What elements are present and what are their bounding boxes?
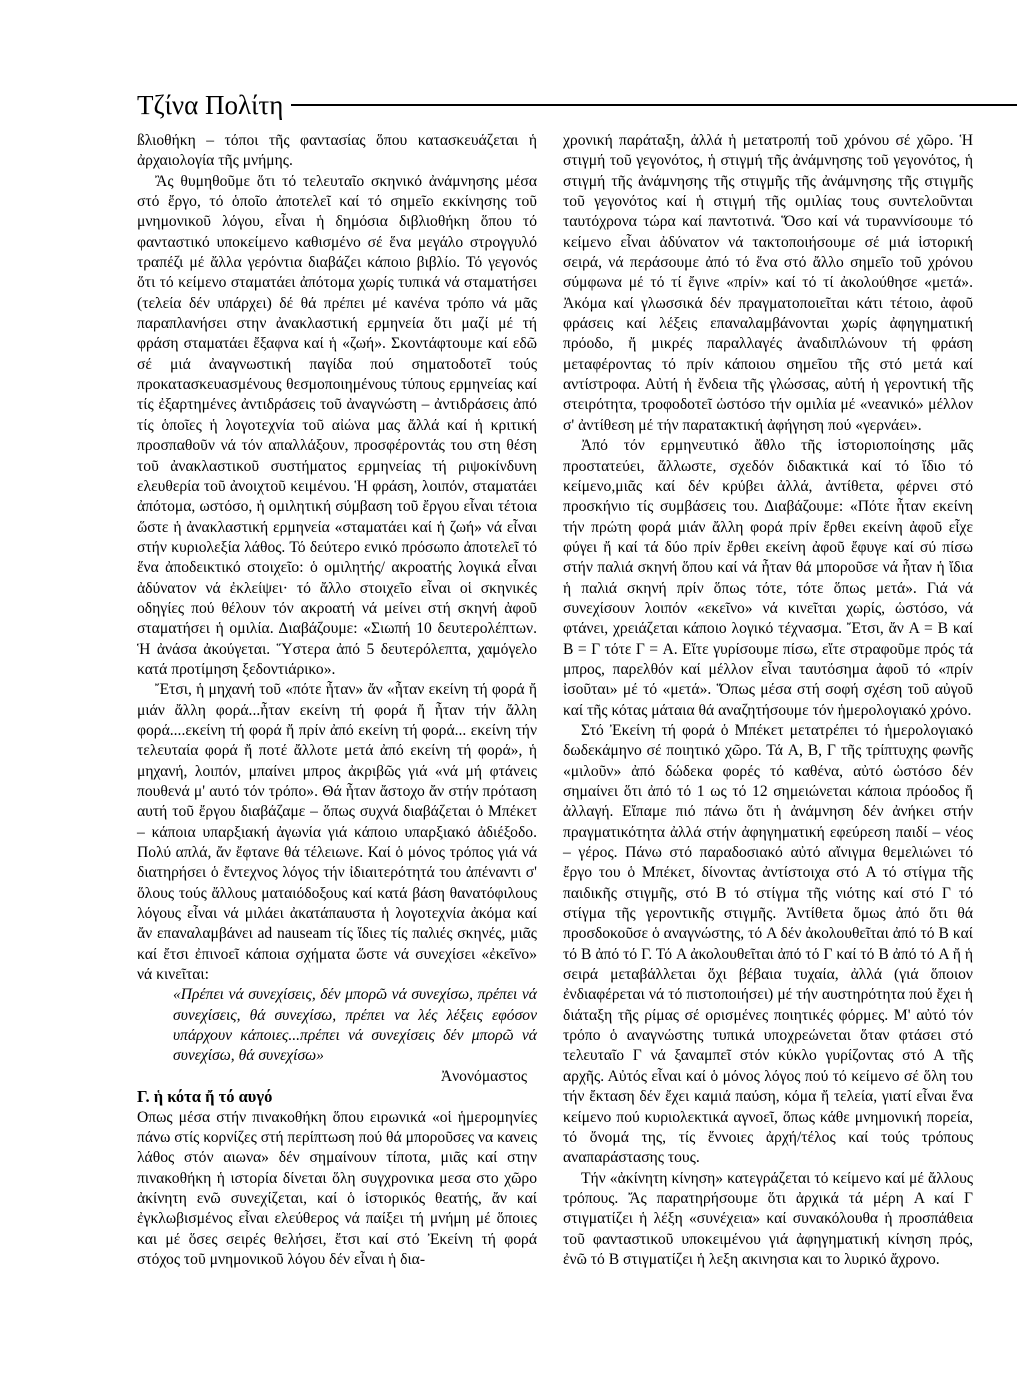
top-border: [0, 0, 300, 8]
paragraph: Ἔτσι, ἡ μηχανή τοῦ «πότε ἦταν» ἄν «ἦταν εκείνη τή φορά ἤ μιάν ἄλλη φορά...ἦταν εκείνη τή φορά ἤ ἦταν τήν ἄλλη φορά....εκείνη τή φορά ἤ πρίν ἀπό εκείνη τή φορά... εκείνη τήν τελευταία φορά ἤ ποτέ ἄλλοτε μετά ἀπό εκείνη τή φορά», ἡ μηχανή, λοιπόν, μπαίνει μπρος ἀκριβῶς γιά «νά μή φτάνεις πουθενά μ' αυτό τόν τρόπο». Θά ἦταν ἄστοχο ἄν στήν πρόταση αυτή τοῦ ἔργου διαβάζαμε – ὅπως συχνά διαβάζεται ὁ Μπέκετ – κάποια υπαρξιακή ἀγωνία γιά κάποιο υπαρξιακό ἀδιέξοδο. Πολύ απλά, ἄν ἔφτανε θά τέλειωνε. Καί ὁ μόνος τρόπος γιά νά διατηρήσει ὁ ἔντεχνος λόγος τήν ἰδιαιτερότητά του ἀπέναντι σ' ὅλους τούς ἄλλους ματαιόδοξους καί κατά βάση θανατόφιλους λόγους εἶναι νά μιλάει ἀκατάπαυστα ἡ λογοτεχνία ἀκόμα καί ἄν επαναλαμβάνει ad nauseam τίς ἴδιες τίς παλιές σκηνές, μιᾶς καί ἔτσι ἐπινοεῖ κάποια σχήματα ὥστε νά συνεχίσει «ἐκεῖνο» νά κινεῖται:: [137, 681, 537, 984]
left-column: [137, 131, 537, 1270]
beckett-quote: «Πρέπει νά συνεχίσεις, δέν μπορῶ νά συνεχίσω, πρέπει νά συνεχίσεις, θά συνεχίσω, πρέπει να λές λέξεις εφόσον υπάρχουν κάποιες...πρέπει νά συνεχίσεις δέν μπορῶ νά συνεχίσω, θά συνεχίσω»: [173, 986, 537, 1065]
section-title: Γ. ἡ κότα ἤ τό αυγό: [137, 1087, 273, 1107]
paragraph: Ἀπό τόν ερμηνευτικό ἄθλο τῆς ἱστοριοποίησης μᾶς προστατεύει, ἄλλωστε, σχεδόν διδακτικά καί τό ἴδιο τό κείμενο,μιᾶς καί δέν κρύβει ἀλλά, ἀντίθετα, φέρνει στό προσκήνιο τίς συμβάσεις του. Διαβάζουμε: «Πότε ἦταν εκείνη τήν πρώτη φορά μιάν ἄλλη φορά πρίν ἔρθει εκείνη ἀφοῦ εἶχε φύγει ἤ καί τά δύο πρίν ἔρθει εκείνη ἀφοῦ ἔφυγε καί σύ πίσω στήν παλιά σκηνή ὅπου καί νά ἦταν θά μποροῦσε νά ἦταν ἡ ἴδια ἡ παλιά σκηνή πρίν ὅπως τότε, τότε ὅπως μετά». Γιά νά συνεχίσουν λοιπόν «εκεῖνο» νά κινεῖται χωρίς, ὡστόσο, νά φτάνει, χρειάζεται κάποιο λογικό τέχνασμα. Ἔτσι, ἄν A = B καί B = Γ τότε Γ = A. Εἴτε γυρίσουμε πίσω, εἴτε στραφοῦμε πρός τά μπρος, παρελθόν καί μέλλον εἶναι ταυτόσημα ἀφοῦ τό «πρίν ἰσοῦται» μέ τό «μετά». Ὅπως μέσα στή σοφή σχέση τοῦ αὐγοῦ καί τῆς κότας μάταια θά αναζητήσουμε τόν ἡμερολογιακό χρόνο.: [563, 437, 973, 719]
paragraph: Οπως μέσα στήν πινακοθήκη ὅπου ειρωνικά «οἱ ἡμερομηνίες πάνω στίς κορνίζες στή περίπτωση πού θά μποροῦσες να κανεις λάθος στόν αιωνα» δέν σημαίνουν τίποτα, μιᾶς καί στην πινακοθήκη ἡ ιστορία δίνεται ὅλη συγχρονικα μεσα στο χῶρο ἀκίνητη ενῶ συνεχίζεται, καί ὁ ἱστορικός θεατής, ἄν καί ἐγκλωβισμένος εἶναι ελεύθερος νά παίξει τή μνήμη μέ ὅποιες και μέ ὅσες σειρές θελήσει, ἔτσι καί στό Ἐκείνη τή φορά στόχος τοῦ μνημονικοῦ λόγου δέν εἶναι ἡ δια-: [137, 1108, 537, 1268]
header-rule: [291, 104, 1017, 106]
paragraph: Τήν «ἀκίνητη κίνηση» κατεγράζεται τό κείμενο καί μέ ἄλλους τρόπους. Ἄς παρατηρήσουμε ὅτι ἀρχικά τά μέρη A καί Γ στιγματίζει ἡ λέξη «συνέχεια» καί συνακόλουθα ἡ προσπάθεια τοῦ φανταστικοῦ υποκειμένου γιά ἀφηγηματική κίνηση πρός, ἐνῶ τό B στιγματίζει ἡ λεξη ακινησια και το λυρικό ἄχρονο.: [563, 1169, 973, 1268]
page-header: [137, 85, 1017, 125]
paragraph: χρονική παράταξη, ἀλλά ἡ μετατροπή τοῦ χρόνου σέ χῶρο. Ἡ στιγμή τοῦ γεγονότος, ἡ στιγμή τῆς ἀνάμνησης τοῦ γεγονότος, ἡ στιγμή τῆς ἀνάμνησης τῆς στιγμῆς τῆς ἀνάμνησης τῆς στιγμῆς τοῦ γεγονότος καί ἡ στιγμή τῆς ομιλίας τους συντελοῦνται ταυτόχρονα τώρα καί παντοτινά. Ὅσο καί νά τυραννίσουμε τό κείμενο εἶναι ἀδύνατον νά τακτοποιήσουμε σέ μιά ἱστορική σειρά, νά περάσουμε ἀπό τό ἕνα στό ἄλλο σημεῖο τοῦ χρόνου σύμφωνα μέ τό τί ἔγινε «πρίν» καί τό τί ἀκολούθησε «μετά». Ἀκόμα καί γλωσσικά δέν πραγματοποιεῖται κάτι τέτοιο, ἀφοῦ φράσεις καί λέξεις επαναλαμβάνονται χωρίς ἀφηγηματική πρόοδο, ἤ μικρές παραλλαγές ἀναδιπλώνουν τή φράση μεταφέροντας τό πρίν κάποιου σημεῖου τῆς στό μετά καί αντίστροφα. Αὐτή ἡ ἔνδεια τῆς γλώσσας, αὐτή ἡ γεροντική τῆς στειρότητα, τροφοδοτεῖ ὡστόσο τήν ομιλία μέ «νεανικό» μέλλον σ' ἀντίθεση μέ τήν παρατακτική ἀφήγηση πού «γερνάει».: [563, 132, 973, 434]
right-column: [563, 131, 973, 1270]
paragraph: Ἂς θυμηθοῦμε ὅτι τό τελευταῖο σκηνικό ἀνάμνησης μέσα στό ἔργο, τό ὁποῖο ἀποτελεῖ καί τό σημεῖο εκκίνησης τοῦ μνημονικοῦ λόγου, εἶναι ἡ δημόσια διβλιοθήκη ὅπου τό φανταστικό υποκείμενο καθισμένο σέ ἕνα μεγάλο στρογγυλό τραπέζι μέ ἄλλα γερόντια διαβάζει κάποιο βιβλίο. Τό γεγονός ὅτι τό κείμενο σταματάει ἀπότομα χωρίς τυπικά νά σταματήσει (τελεία δέν υπάρχει) δέ θά πρέπει μέ κανένα τρόπο νά μᾶς παραπλανήσει στην ἀνακλαστική ερμηνεία ὅτι μαζί μέ τή φράση σταματάει ἔξαφνα καί ἡ «ζωή». Σκοντάφτουμε καί εδῶ σέ μιά ἀναγνωστική παγίδα πού σηματοδοτεῖ τούς προκατασκευασμένους θεσμοποιημένους τύπους ερμηνείας καί τίς ἐξαρτημένες ἀντιδράσεις τοῦ ἀναγνώστη – ἀντιδράσεις ἀπό τίς ὁποῖες ἡ λογοτεχνία τοῦ αἰώνα μας ἄλλά καί ἡ κριτική προσπαθοῦν νά τόν απαλλάξουν, προσφέροντάς του στη θέση τοῦ ἀνακλαστικοῦ συστήματος ερμηνείας τή ριψοκίνδυνη ελευθερία τοῦ ἀνοιχτοῦ κειμένου. Ἡ φράση, λοιπόν, σταματάει ἀπότομα, ωστόσο, ἡ ομιλητική σύμβαση τοῦ ἔργου εἶναι τέτοια ὥστε ἡ ἀνακλαστική ερμηνεία «σταματάει καί ἡ ζωή» νά εἶναι στήν κυριολεξία λάθος. Τό δεύτερο ενικό πρόσωπο ἀποτελεῖ τό ἕνα ἀποδεικτικό στοιχεῖο: ὁ ομιλητής/ ακροατής λογικά εἶναι ἀδύνατον νά ἐκλείψει· τό ἄλλο στοιχεῖο εἶναι οἱ σκηνικές οδηγίες πού θέλουν τόν ακροατή νά μείνει στή σκηνή ἀφοῦ σταματήσει ἡ ομιλία. Διαβάζουμε: «Σιωπή 10 δευτερολέπτων. Ἡ ἀνάσα ἀκούγεται. Ὕστερα ἀπό 5 δευτερόλεπτα, χαμόγελο κατά προτίμηση ξεδοντιάρικο».: [137, 172, 537, 678]
paragraph: Στό Ἐκείνη τή φορά ὁ Μπέκετ μετατρέπει τό ἡμερολογιακό δωδεκάμηνο σέ ποιητικό χῶρο. Τά A, B, Γ τῆς τρίπτυχης φωνῆς «μιλοῦν» ἀπό δώδεκα φορές τό καθένα, αὐτό ὡστόσο δέν σημαίνει ὅτι ἀπό τό 1 ως τό 12 σημειώνεται κάποια πρόοδος ἤ ἀλλαγή. Εἴπαμε πιό πάνω ὅτι ἡ ἀνάμνηση δέν ἀνήκει στήν πραγματικότητα ἀλλά στήν ἀφηγηματική εφεύρεση παιδί – νέος – γέρος. Πάνω στό παραδοσιακό αὐτό αἴνιγμα θεμελιώνει τό ἔργο του ὁ Μπέκετ, δίνοντας ἀντίστοιχα στό A τό στίγμα τῆς παιδικῆς στιγμῆς, στό B τό στίγμα τῆς νιότης καί στό Γ τό στίγμα τῆς γεροντικῆς στιγμῆς. Ἀντίθετα ὅμως ἀπό ὅτι θά προσδοκοῦσε ὁ αναγνώστης, τό A δέν ἀκολουθεῖται ἀπό τό B καί τό B ἀπό τό Γ. Τό A ἀκολουθεῖται ἀπό τό Γ καί τό B ἀπό τό A ἤ ἡ σειρά μεταβάλλεται ὄχι βέβαια τυχαία, ἀλλά (γιά ὅποιον ἐνδιαφέρεται νά τό πιστοποιήσει) μέ τήν αυστηρότητα πού ἔχει ἡ διάταξη τῆς ρίμας σέ ορισμένες ποιητικές φόρμες. Μ' αὐτό τόν τρόπο ὁ αναγνώστης τυπικά υποχρεώνεται ὅταν φτάσει στό τελευταῖο Γ νά ξαναμπεῖ στόν κύκλο γυρίζοντας στό A τῆς αρχῆς. Αὐτός εἶναι καί ὁ μόνος λόγος πού τό κείμενο σέ ὅλη του τήν ἔκταση δέν ἔχει καμιά παύση, κόμα ἤ τελεία, γιατί εἶναι ἕνα κείμενο πού κυριολεκτικά αγνοεῖ, ὅπως κάθε μνημονική πορεία, τό ὄνομά της, τίς ἔννοιες ἀρχή/τέλος καί τούς τρόπους αναπαράστασης τους.: [563, 721, 973, 1167]
author-name: Τζίνα Πολίτη: [137, 89, 284, 120]
paragraph: ßλιοθήκη – τόποι τῆς φαντασίας ὅπου κατασκευάζεται ἡ ἀρχαιολογία τῆς μνήμης.: [137, 132, 537, 170]
signature: Ἀνονόμαστος: [440, 1067, 527, 1085]
